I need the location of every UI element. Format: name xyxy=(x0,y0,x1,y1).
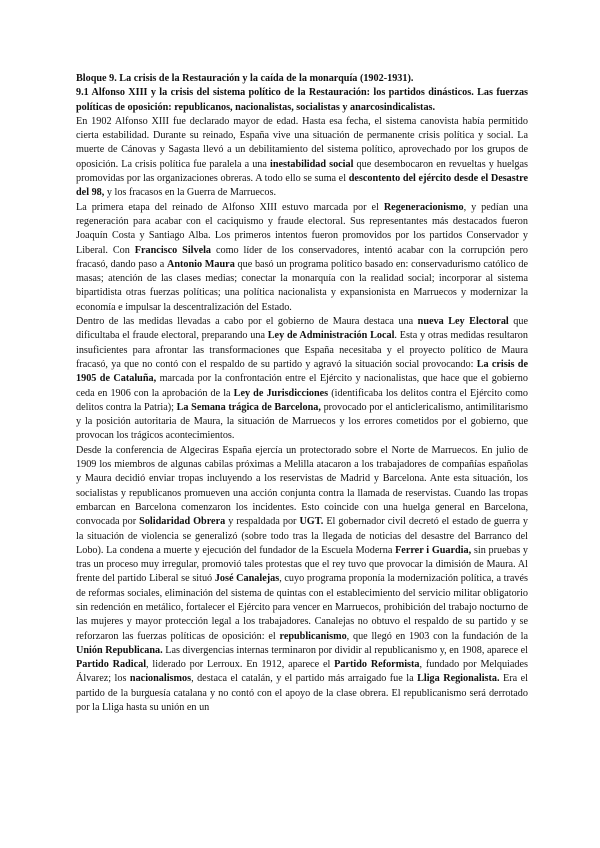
text-run: , liderado por Lerroux. En 1912, aparece el xyxy=(146,659,335,671)
text-run: y los fracasos en la Guerra de Marruecos. xyxy=(104,187,277,199)
emphasis: La crisis de 1905 de Cataluña, xyxy=(76,358,528,385)
text-run: , cuyo programa proponía la modernización política, a través de reformas sociales, eliminación del sistema de quintas con el establecimiento del servicio militar obligatorio sin redención en metálico, fortalecer el Ejército para vencer en Marruecos, prohibición del trabajo nocturno de las mujeres y mayor protección legal a los trabajadores. Canalejas no obtuvo el respaldo de su partido y se reforzaron las fuerzas políticas de oposición: el xyxy=(76,573,528,642)
text-run: como líder de los conservadores, intentó acabar con la corrupción pero fracasó, dando paso a xyxy=(76,244,528,270)
emphasis: Partido Reformista xyxy=(334,659,420,671)
text-run: Las divergencias internas terminaron por dividir al republicanismo y, en 1908, aparece el xyxy=(162,644,528,656)
emphasis: Partido Radical xyxy=(76,659,147,671)
emphasis: descontento del ejército desde el Desastre del 98, xyxy=(76,173,528,199)
emphasis: Antonio Maura xyxy=(166,258,235,270)
text-run: (identificaba los delitos contra el Ejército como delitos contra la Patria); xyxy=(76,387,529,413)
emphasis: UGT. xyxy=(299,516,324,528)
emphasis: La Semana trágica de Barcelona, xyxy=(176,401,321,413)
emphasis: José Canalejas xyxy=(214,573,280,585)
text-run: que desembocaron en revueltas y huelgas promovidas por las organizaciones obreras. A todo ello se suma el xyxy=(76,158,529,185)
document-page xyxy=(76,72,528,715)
text-run: marcada por la confrontación entre el Ejército y nacionalistas, que hace que el gobierno ceda en 1906 con la aprobación de la xyxy=(76,373,528,399)
emphasis: Ley de Administración Local xyxy=(267,330,395,342)
paragraph-1 xyxy=(76,115,528,201)
paragraph-4 xyxy=(76,444,528,716)
paragraph-2 xyxy=(76,201,528,315)
text-run: La primera etapa del reinado de Alfonso XIII estuvo marcada por el xyxy=(76,201,384,213)
text-run: Dentro de las medidas llevadas a cabo por el gobierno de Maura destaca una xyxy=(76,316,418,328)
section-heading: 9.1 Alfonso XIII y la crisis del sistema político de la Restauración: los partidos dinásticos. Las fuerzas políticas de oposición: republicanos, nacionalistas, socialistas y anarcosindicalistas. xyxy=(76,87,528,113)
emphasis: nueva Ley Electoral xyxy=(417,316,509,328)
text-run: En 1902 Alfonso XIII fue declarado mayor de edad. Hasta esa fecha, el sistema canovista había permitido cierta estabilidad. Durante su reinado, España vive una situación de permanente crisis política y social. La muerte de Cánovas y Sagasta llevó a un debilitamiento del sistema político, aprovechado por los grupos de oposición. La crisis política fue paralela a una xyxy=(76,115,528,170)
document-title: Bloque 9. La crisis de la Restauración y la caída de la monarquía (1902-1931). xyxy=(76,73,414,84)
text-run: que dificultaba el fraude electoral, preparando una xyxy=(76,316,528,342)
emphasis: nacionalismos xyxy=(129,673,192,685)
text-run: , fundado por Melquiades Álvarez; los xyxy=(76,659,528,685)
text-run: Era el partido de la burguesía catalana y no contó con el apoyo de la clase obrera. El republicanismo será derrotado por la Lliga hasta su unión en un xyxy=(76,673,528,714)
emphasis: Francisco Silvela xyxy=(134,244,212,256)
emphasis: inestabilidad social xyxy=(269,158,354,170)
emphasis: republicanismo xyxy=(279,630,347,642)
text-run: , y pedían una regeneración para acabar con el caciquismo y fraude electoral. Sus representantes más destacados fueron Joaquín Costa y Santiago Alba. Los primeros intentos fueron promovidos por los partidos Conservador y Liberal. Con xyxy=(76,201,528,256)
emphasis: Solidaridad Obrera xyxy=(139,516,226,528)
text-run: El gobernador civil decretó el estado de guerra y la situación de violencia se generalizó (sobre todo tras la llegada de noticias del desastre del Barranco del Lobo). La condena a muerte y ejecución del fundador de la Escuela Moderna xyxy=(76,516,528,556)
emphasis: Ley de Jurisdicciones xyxy=(233,387,329,399)
paragraph-3 xyxy=(76,315,528,444)
text-run: , destaca el catalán, y el partido más arraigado fue la xyxy=(191,673,418,685)
emphasis: Unión Republicana. xyxy=(76,644,163,656)
text-run: que basó un programa político basado en: conservadurismo católico de masas; atención de las clases medias; conectar la monarquía con la realidad social; incorporar al sistema bipartidista otras fuerzas políticas; una política nacionalista y expansionista en Marruecos y modernizar la economía e impulsar la descentralización del Estado. xyxy=(76,258,528,313)
text-run: sin pruebas y tras un proceso muy irregular, promovió tales protestas que el rey tuvo que provocar la dimisión de Maura. Al frente del partido Liberal se situó xyxy=(76,544,529,585)
text-run: y respaldada por xyxy=(225,516,300,528)
text-run: . Esta y otras medidas resultaron insuficientes para afrontar las transformaciones que España necesitaba y el proyecto político de Maura fracasó, ya que no contó con el respaldo de su partido y agravó la situación social provocando: xyxy=(76,330,528,370)
emphasis: Regeneracionismo xyxy=(383,201,464,213)
text-run: Desde la conferencia de Algeciras España ejercía un protectorado sobre el Norte de Marruecos. En julio de 1909 los miembros de algunas cabilas próximas a Melilla atacaron a los trabajadores de compañías españolas y Maura decidió enviar tropas incluyendo a los reservistas de Madrid y Barcelona. Ante esta situación, los socialistas y republicanos promueven una acción conjunta contra la llamada de reservistas. Cuando las tropas embarcan en Barcelona comenzaron los incidentes. Esto coincide con una huelga general en Barcelona, convocada por xyxy=(76,444,528,528)
emphasis: Lliga Regionalista. xyxy=(417,673,500,685)
emphasis: Ferrer i Guardia, xyxy=(395,544,472,556)
text-run: , que llegó en 1903 con la fundación de la xyxy=(346,630,528,642)
text-run: provocado por el anticlericalismo, antimilitarismo y la posición autoritaria de Maura, la situación de Marruecos y los errores cometidos por el gobierno, que provocan los trágicos acontecimientos. xyxy=(76,401,528,442)
